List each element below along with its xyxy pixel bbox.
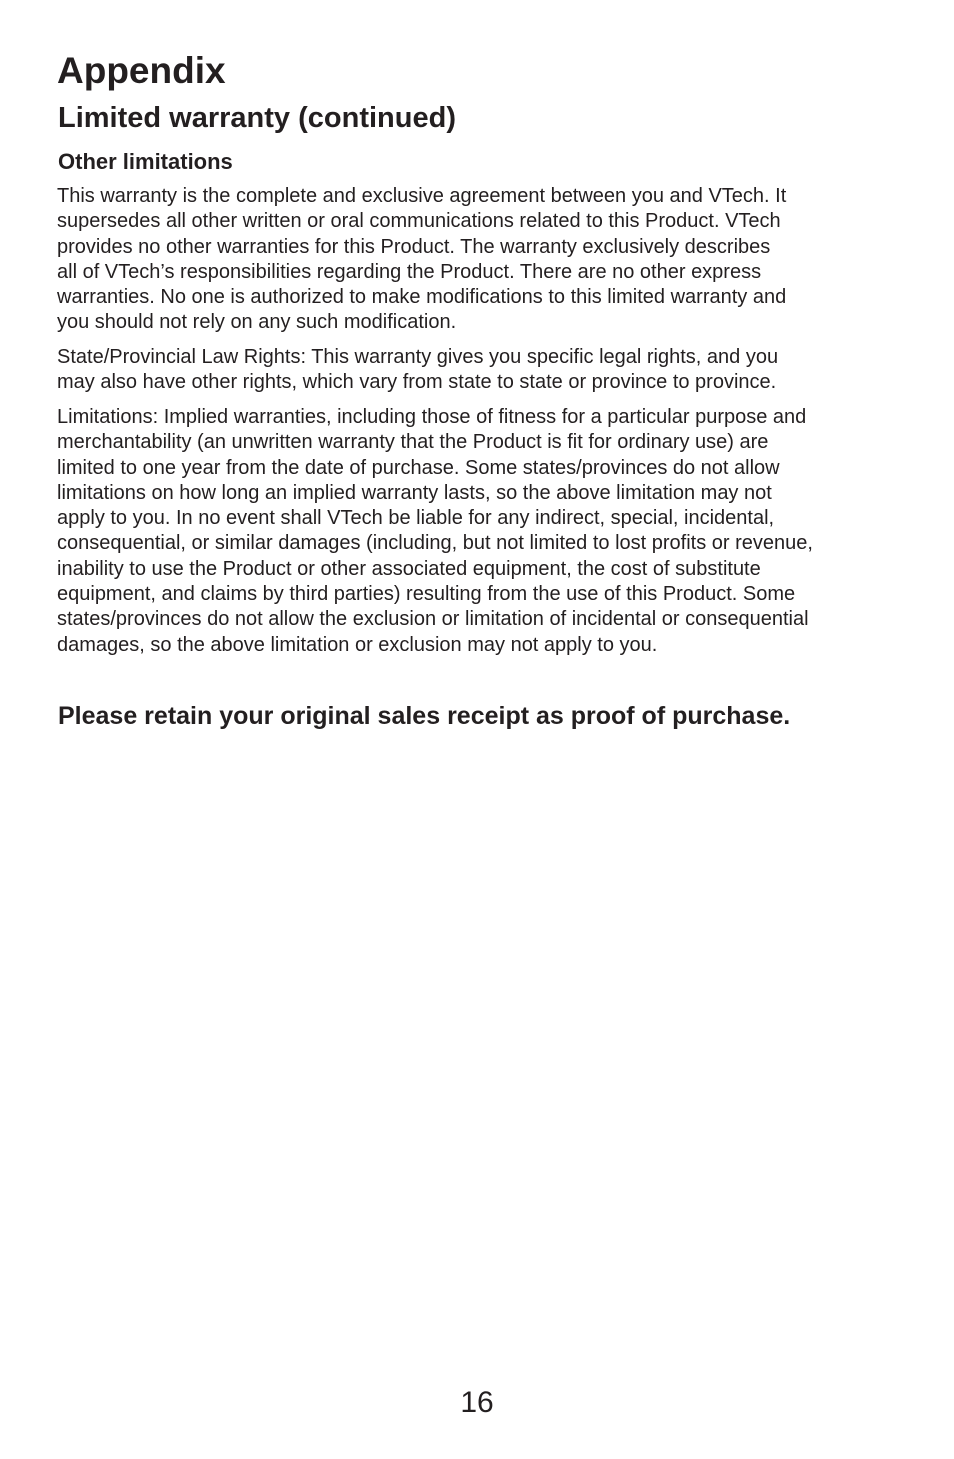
page-number: 16 [460,1386,494,1419]
text-line: limitations on how long an implied warranty lasts, so the above limitation may not [57,481,772,504]
paragraph-law-rights [57,345,778,396]
paragraph-limitations [57,405,813,658]
text-line: you should not rely on any such modification. [57,311,457,334]
text-line: consequential, or similar damages (including, but not limited to lost profits or revenue, [57,532,813,555]
section-title: Limited warranty (continued) [58,102,456,134]
paragraph-agreement [57,184,786,336]
page-title: Appendix [57,50,226,91]
text-line: supersedes all other written or oral communications related to this Product. VTech [57,210,781,233]
text-line: may also have other rights, which vary from state to state or province to province. [57,371,777,394]
text-line: merchantability (an unwritten warranty that the Product is fit for ordinary use) are [57,431,769,454]
text-line: This warranty is the complete and exclusive agreement between you and VTech. It [57,185,787,207]
text-line: inability to use the Product or other associated equipment, the cost of substitute [57,557,761,580]
subsection-title: Other limitations [58,149,233,174]
text-line: limited to one year from the date of purchase. Some states/provinces do not allow [57,456,780,479]
text-line: apply to you. In no event shall VTech be liable for any indirect, special, incidental, [57,507,775,530]
text-line: equipment, and claims by third parties) resulting from the use of this Product. Some [57,583,796,606]
text-line: State/Provincial Law Rights: This warranty gives you specific legal rights, and you [57,346,779,368]
text-line: states/provinces do not allow the exclusion or limitation of incidental or consequential [57,608,809,631]
receipt-note: Please retain your original sales receipt as proof of purchase. [58,702,791,730]
text-line: warranties. No one is authorized to make modifications to this limited warranty and [57,286,787,309]
text-line: damages, so the above limitation or exclusion may not apply to you. [57,633,658,656]
text-line: Limitations: Implied warranties, including those of fitness for a particular purpose and [57,406,807,428]
text-line: all of VTech’s responsibilities regarding the Product. There are no other express [57,260,762,283]
text-line: provides no other warranties for this Product. The warranty exclusively describes [57,235,771,258]
